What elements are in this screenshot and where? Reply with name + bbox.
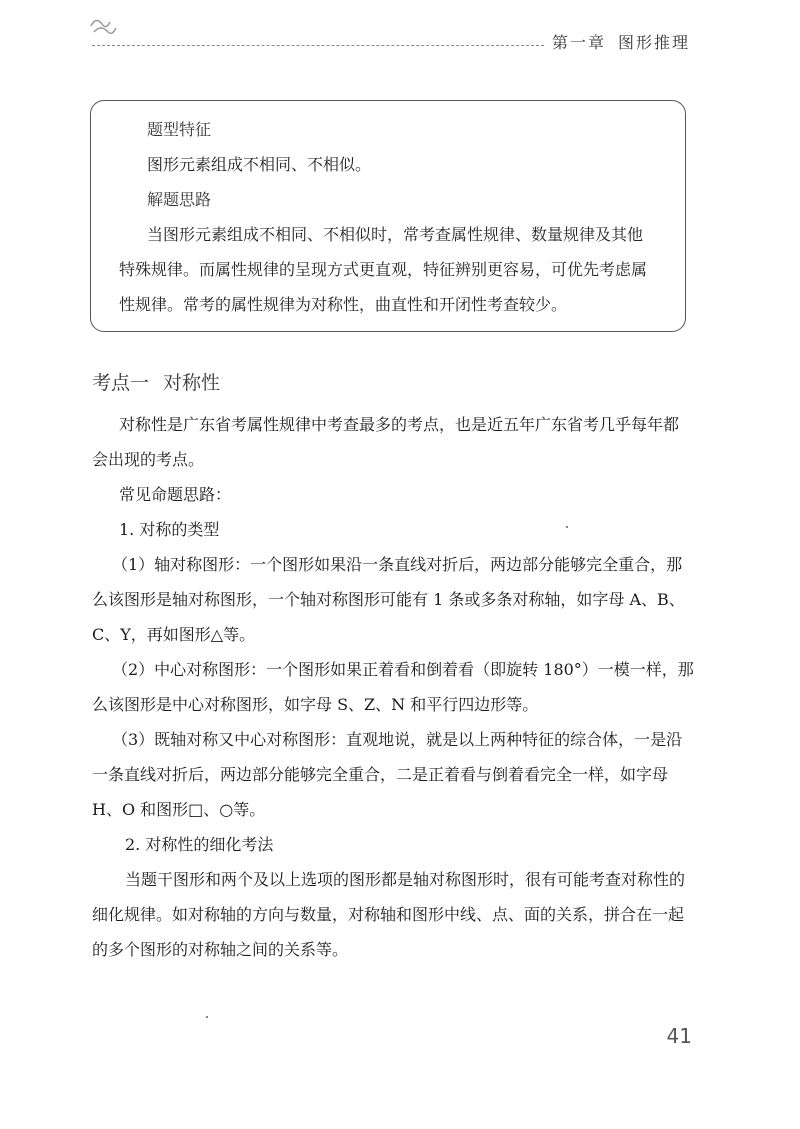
- body-line: 常见命题思路：: [119, 485, 232, 504]
- page-number: 41: [666, 1024, 692, 1048]
- header-rule: [92, 45, 544, 46]
- body-line: C、Y，再如图形△等。: [92, 625, 256, 644]
- body-line: （1）轴对称图形：一个图形如果沿一条直线对折后，两边部分能够完全重合，那: [112, 555, 683, 574]
- body-line: （2）中心对称图形：一个图形如果正着看和倒着看（即旋转 180°）一模一样，那: [112, 660, 694, 679]
- body-line: 么该图形是轴对称图形，一个轴对称图形可能有 1 条或多条对称轴，如字母 A、B、: [92, 590, 685, 609]
- section-heading: [92, 368, 220, 395]
- box-features-text: 图形元素组成不相同、不相似。: [147, 155, 372, 174]
- publisher-logo-icon: [88, 14, 118, 38]
- chapter-number: 第一章: [551, 33, 606, 52]
- summary-box: [90, 100, 686, 332]
- running-header: [540, 30, 690, 53]
- body-line: 一条直线对折后，两边部分能够完全重合，二是正着看与倒着看完全一样，如字母: [92, 765, 669, 784]
- scan-speck: [566, 526, 568, 528]
- body-line: 当题干图形和两个及以上选项的图形都是轴对称图形时，很有可能考查对称性的: [125, 870, 686, 889]
- box-heading-approach: 解题思路: [147, 190, 212, 209]
- section-title: 对称性: [163, 372, 221, 394]
- chapter-title: 图形推理: [617, 33, 690, 52]
- body-line: H、O 和图形□、○等。: [92, 800, 266, 819]
- body-line: 1. 对称的类型: [119, 520, 220, 539]
- box-approach-line-2: 特殊规律。而属性规律的呈现方式更直观，特征辨别更容易，可优先考虑属: [119, 260, 648, 279]
- box-approach-line-1: 当图形元素组成不相同、不相似时，常考查属性规律、数量规律及其他: [147, 225, 644, 244]
- body-line: 的多个图形的对称轴之间的关系等。: [92, 940, 349, 959]
- body-line: 细化规律。如对称轴的方向与数量，对称轴和图形中线、点、面的关系，拼合在一起: [92, 905, 685, 924]
- scan-speck: [206, 1016, 208, 1018]
- body-line: （3）既轴对称又中心对称图形：直观地说，就是以上两种特征的综合体，一是沿: [112, 730, 683, 749]
- section-label: 考点一: [92, 372, 150, 394]
- body-line: 对称性是广东省考属性规律中考查最多的考点，也是近五年广东省考几乎每年都: [119, 415, 680, 434]
- box-heading-features: 题型特征: [147, 120, 212, 139]
- body-line: 会出现的考点。: [92, 450, 205, 469]
- body-line: 么该图形是中心对称图形，如字母 S、Z、N 和平行四边形等。: [92, 695, 539, 714]
- box-approach-line-3: 性规律。常考的属性规律为对称性，曲直性和开闭性考查较少。: [119, 295, 568, 314]
- body-line: 2. 对称性的细化考法: [125, 835, 274, 854]
